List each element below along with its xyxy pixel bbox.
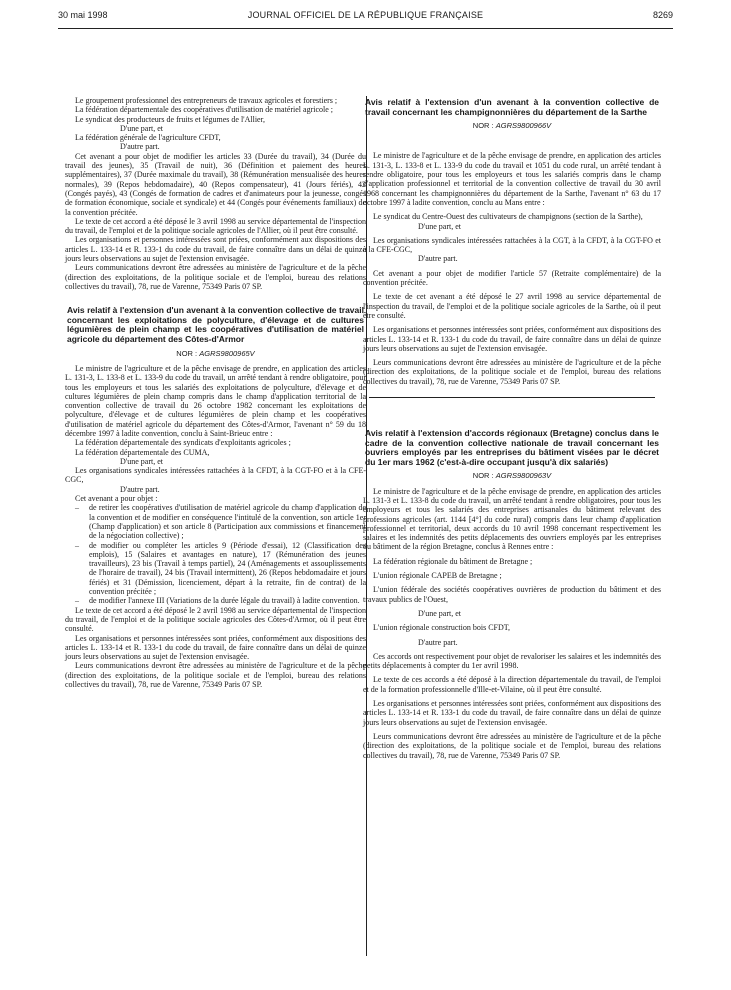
list-item: – de modifier ou compléter les articles 9 (Période d'essai), 12 (Classification des emplois), 15 (Salaires et avantages en nature), 17 (Rémunération des jeunes travailleurs), 23 bis (Travail à temps partiel), 24 (Aménagements et assouplissements de l'horaire de travail), 24 bis (Travail intermittent), 26 (Repos hebdomadaire et jours fériés) et 31 (Démission, licenciement, départ à la retraite, fin de contrat) de la convention précitée ; — [89, 541, 366, 597]
paragraph: La fédération départementale des coopératives d'utilisation de matériel agricole ; — [75, 105, 333, 115]
paragraph: Le syndicat des producteurs de fruits et légumes de l'Allier, — [75, 114, 265, 124]
nor-label: NOR : — [176, 348, 198, 358]
list-item: – de modifier l'annexe III (Variations de la durée légale du travail) à ladite convention. — [89, 596, 366, 605]
nor-code: AGRS9800963V — [495, 471, 552, 481]
nor-code: AGRS9800965V — [199, 348, 255, 358]
paragraph: Le texte de cet avenant a été déposé le 27 avril 1998 au service départemental de l'inspection du travail, de l'emploi et de la politique sociale agricoles de la Sarthe, où il peut être consulté. — [363, 292, 661, 320]
paragraph: L'union régionale CAPEB de Bretagne ; — [373, 571, 502, 581]
paragraph: Leurs communications devront être adressées au ministère de l'agriculture et de la pêche (direction des exploitations, de la politique sociale et de l'emploi, bureau des relations collectives du travail), 78, rue de Varenne, 75349 Paris 07 SP. — [65, 263, 366, 291]
notice-title: Avis relatif à l'extension d'accords régionaux (Bretagne) conclus dans le cadre de la convention collective nationale de travail concernant les ouvriers employés par les entreprises du bâtiment visées par le décret du 1er mars 1962 (c'est-à-dire occupant jusqu'à dix salariés) — [365, 428, 659, 467]
paragraph: Le ministre de l'agriculture et de la pêche envisage de prendre, en application des articles L. 131-3 et L. 133-8 du code du travail, un arrêté tendant à rendre obligatoires, pour tous les employeurs et tous les salariés des entreprises artisanales du bâtiment relevant des professions agricoles (art. 1144 [4°] du code rural) compris dans leur champ d'application professionnel et territorial, deux accords du 10 avril 1998 concernant respectivement les salaires et les indemnités des petits déplacements des ouvriers employés par les entreprises du bâtiment de la région Bretagne, conclus à Rennes entre : — [363, 486, 661, 552]
party-separator: D'autre part. — [120, 142, 160, 152]
paragraph: Cet avenant a pour objet : — [75, 494, 158, 504]
paragraph: Le texte de cet accord a été déposé le 3 avril 1998 au service départemental de l'inspection du travail, de l'emploi et de la politique sociale agricoles de l'Allier, où il peut être consulté. — [65, 216, 366, 236]
paragraph: Leurs communications devront être adressées au ministère de l'agriculture et de la pêche (direction des exploitations, de la politique sociale et de l'emploi, bureau des relations collectives du travail), 78, rue de Varenne, 75349 Paris 07 SP. — [363, 358, 661, 386]
party-separator: D'autre part. — [120, 484, 160, 494]
nor-label: NOR : — [472, 471, 494, 481]
party-separator: D'une part, et — [120, 456, 163, 466]
paragraph: Cet avenant a pour objet de modifier les articles 33 (Durée du travail), 34 (Durée du travail des jeunes), 35 (Travail de nuit), 36 (Définition et paiement des heures supplémentaires), 37 (Durée maximale du travail), 38 (Rémunération mensualisée des heures normales), 39 (Repos hebdomadaire), 40 (Repos compensateur), 41 (Jours fériés), 42 (Congés payés), 43 (Congés de formation de cadres et d'animateurs pour la jeunesse, congés de formation économique, sociale et syndicale) et 44 (Congés pour événements familiaux) de la convention précitée. — [65, 151, 366, 217]
notice-separator — [369, 397, 655, 398]
paragraph: Les organisations et personnes intéressées sont priées, conformément aux dispositions des articles L. 133-14 et R. 133-1 du code du travail, de faire connaître dans un délai de quinze jours leurs observations au sujet de l'extension envisagée. — [65, 235, 366, 264]
paragraph: Ces accords ont respectivement pour objet de revaloriser les salaires et les indemnités des petits déplacements à compter du 1er avril 1998. — [363, 651, 661, 671]
paragraph: Le ministre de l'agriculture et de la pêche envisage de prendre, en application des articles L. 131-3, L. 133-8 et L. 133-9 du code du travail et 1051 du code rural, un arrêté tendant à rendre obligatoire, pour tous les employeurs et tous les salariés compris dans le champ d'application professionnel et territorial de la convention collective de travail du 30 avril 1968 concernant les champignonnières du département de la Sarthe, l'avenant n° 63 du 17 octobre 1997 à ladite convention, conclu au Mans entre : — [363, 151, 661, 207]
paragraph: Le syndicat du Centre-Ouest des cultivateurs de champignons (section de la Sarthe), — [373, 212, 643, 222]
paragraph: Leurs communications devront être adressées au ministère de l'agriculture et de la pêche (direction des exploitations, de la politique sociale et de l'emploi, bureau des relations collectives du travail), 78, rue de Varenne, 75349 Paris 07 SP. — [363, 731, 661, 760]
paragraph: Les organisations et personnes intéressées sont priées, conformément aux dispositions des articles L. 133-14 et R. 133-1 du code du travail, de faire connaître dans un délai de quinze jours leurs observations au sujet de l'extension envisagée. — [363, 325, 662, 353]
party-separator: D'une part, et — [418, 221, 461, 231]
paragraph: La fédération générale de l'agriculture CFDT, — [75, 133, 221, 143]
nor-code: AGRS9800966V — [495, 121, 552, 131]
paragraph: Les organisations syndicales intéressées rattachées à la CFDT, à la CGT-FO et à la CFE-CGC, — [65, 466, 366, 485]
nor-reference — [65, 349, 366, 358]
party-separator: D'une part, et — [120, 123, 163, 133]
paragraph: L'union régionale construction bois CFDT, — [373, 623, 511, 633]
paragraph: Les organisations syndicales intéressées rattachées à la CGT, à la CFDT, à la CGT-FO et à la CFE-CGC, — [363, 235, 661, 255]
header-rule — [58, 28, 673, 29]
paragraph: Les organisations et personnes intéressées sont priées, conformément aux dispositions des articles L. 133-14 et R. 133-1 du code du travail, de faire connaître dans un délai de quinze jours leurs observations au sujet de l'extension envisagée. — [65, 633, 366, 662]
party-separator: D'autre part. — [418, 637, 458, 647]
paragraph: Le texte de ces accords a été déposé à la direction départementale du travail, de l'emploi et de la formation professionnelle d'Ille-et-Vilaine, où il peut être consulté. — [363, 675, 661, 694]
objet-list — [65, 503, 366, 605]
page-header — [58, 10, 673, 24]
paragraph: La fédération régionale du bâtiment de Bretagne ; — [373, 556, 533, 566]
paragraph: L'union fédérale des sociétés coopératives ouvrières de production du bâtiment et des travaux publics de l'Ouest, — [363, 585, 661, 604]
notice-title: Avis relatif à l'extension d'un avenant à la convention collective de travail concernant les exploitations de polyculture, d'élevage et de cultures légumières de plein champ et les coopératives d'utilisation de matériel agricole du département des Côtes-d'Armor — [67, 305, 364, 345]
paragraph: Le texte de cet accord a été déposé le 2 avril 1998 au service départemental de l'inspection du travail, de l'emploi et de la politique sociale agricoles des Côtes-d'Armor, où il peut être consulté. — [65, 605, 366, 634]
paragraph: Les organisations et personnes intéressées sont priées, conformément aux dispositions des articles L. 133-14 et R. 133-1 du code du travail, de faire connaître dans un délai de quinze jours leurs observations au sujet de l'extension envisagée. — [363, 699, 662, 727]
header-date: 30 mai 1998 — [58, 10, 108, 20]
paragraph: La fédération départementale des CUMA, — [75, 447, 210, 457]
right-column — [363, 98, 661, 760]
page-number: 8269 — [652, 10, 673, 20]
party-separator: D'une part, et — [418, 608, 461, 618]
list-item: – de retirer les coopératives d'utilisation de matériel agricole du champ d'application de la convention et de modifier en conséquence l'intitulé de la convention, son article 1er (Champ d'application) et son article 8 (Participation aux commissions et financement de la négociation collective) ; — [89, 503, 366, 540]
left-column — [65, 96, 366, 689]
nor-reference — [363, 121, 661, 130]
paragraph: Leurs communications devront être adressées au ministère de l'agriculture et de la pêche (direction des exploitations, de la politique sociale et de l'emploi, bureau des relations collectives du travail), 78, rue de Varenne, 75349 Paris 07 SP. — [65, 661, 366, 689]
notice-title: Avis relatif à l'extension d'un avenant à la convention collective de travail concernant les champignonnières du département de la Sarthe — [365, 97, 659, 117]
nor-label: NOR : — [472, 121, 494, 131]
paragraph: Cet avenant a pour objet de modifier l'article 57 (Retraite complémentaire) de la convention précitée. — [363, 268, 661, 288]
paragraph: La fédération départementale des syndicats d'exploitants agricoles ; — [75, 438, 291, 448]
nor-reference — [363, 471, 661, 480]
party-separator: D'autre part. — [418, 254, 458, 264]
paragraph: Le groupement professionnel des entrepreneurs de travaux agricoles et forestiers ; — [75, 96, 338, 105]
journal-title: JOURNAL OFFICIEL DE LA RÉPUBLIQUE FRANÇAISE — [247, 10, 484, 20]
paragraph: Le ministre de l'agriculture et de la pêche envisage de prendre, en application des articles L. 131-3, L. 133-8 et L. 133-9 du code du travail, un arrêté tendant à rendre obligatoire, pour tous les employeurs et tous les salariés des exploitations de polyculture, d'élevage et de cultures légumières de plein champ compris dans le champ d'application territorial de la convention collective de travail du 26 octobre 1982 concernant les exploitations de polyculture, d'élevage et de cultures légumières de plein champ et les coopératives d'utilisation de matériel agricole du département des Côtes-d'Armor, l'avenant n° 59 du 18 décembre 1997 à ladite convention, conclu à Saint-Brieuc entre : — [65, 363, 366, 438]
